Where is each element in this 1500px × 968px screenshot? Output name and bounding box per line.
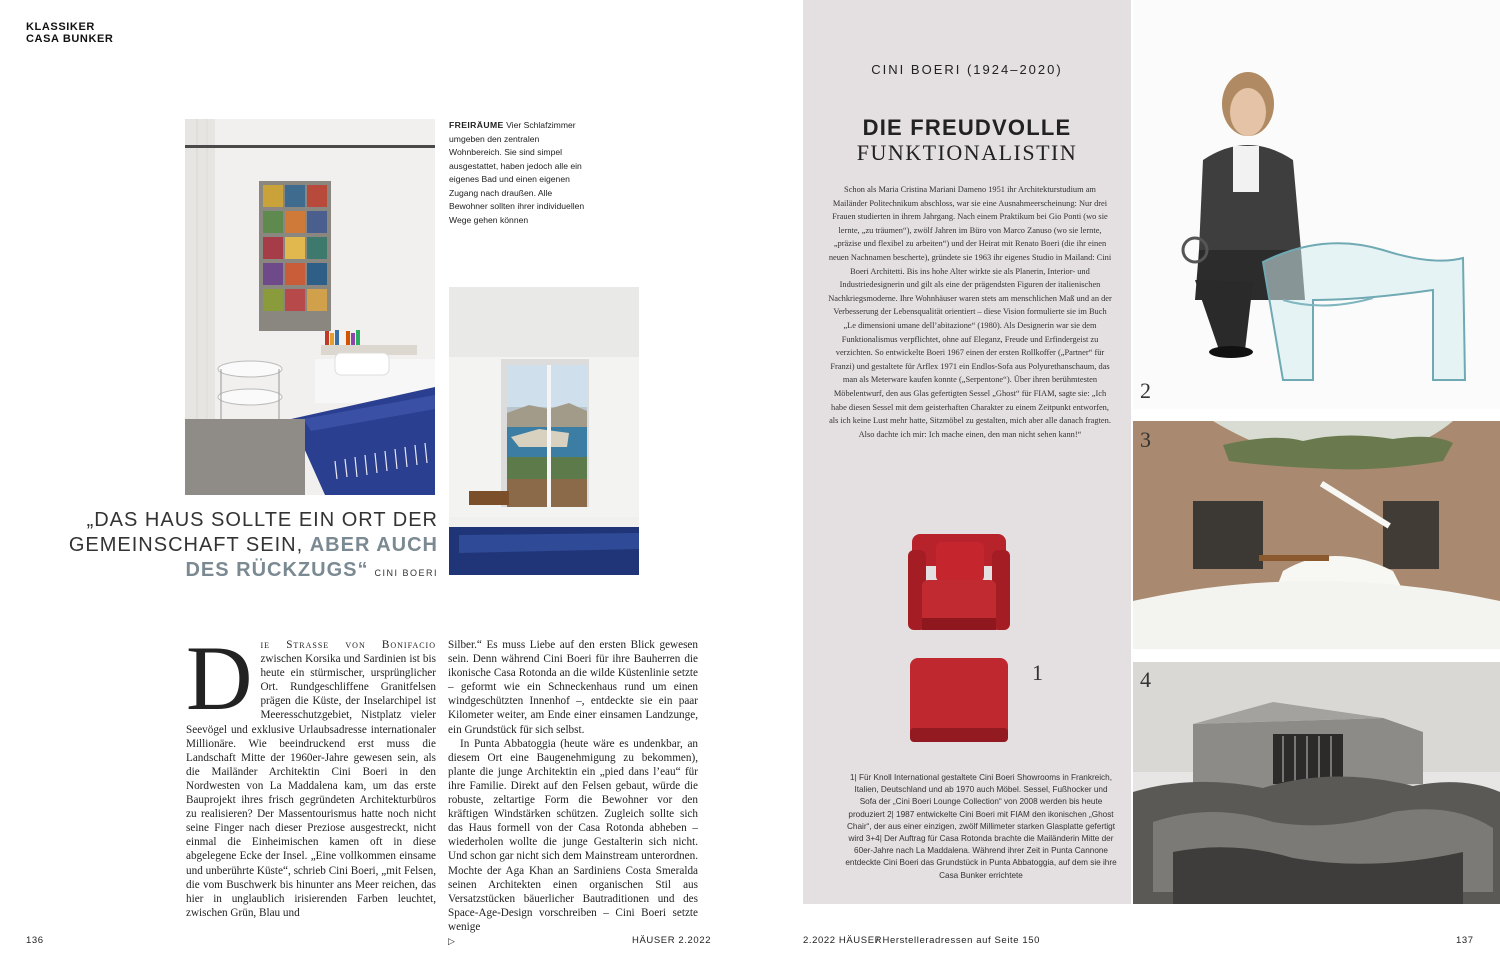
bio-text: Schon als Maria Cristina Mariani Dameno 1951 ihr Architekturstudium am Mailänder Politechnikum abschloss, war sie eine Ausnahmeerscheinung: Nur drei Frauen studierten in ihrem Jahrgang. Nach einem Praktikum bei Gio Ponti (wo sie lernte, „zu träumen“), zwölf Jahren im Büro von Marco Zanuso (wo sie lernte, „präzise und flexibel zu arbeiten“) und der Heirat mit Renato Boeri (die ihr einen neuen Nachnamen bescherte), gründete sie 1963 ihr eigenes Studio in Mailand: Cini Boeri Architetti. Bis ins hohe Alter wirkte sie als Planerin, Interior- und Industriedesignerin und gilt als eine der prägendsten Figuren der italienischen Nachkriegsmoderne. Ihre Wohnhäuser waren stets am menschlichen Maß und an der Verbesserung der Lebensqualität orientiert – diese Vision formulierte sie im Buch „Le dimensioni umane dell’abitazione“ (1980). Als Designerin war sie dem Funktionalismus verpflichtet, ohne auf Eleganz, Freude und Erfindergeist zu verzichten. So entwickelte Boeri 1967 einen der ersten Rollkoffer („Partner“ für Franzi) und gestaltete für Arflex 1971 ein Endlos-Sofa aus Polyurethanschaum, das man als Meterware kaufen konnte („Serpentone“). Über ihren berühmtesten Möbelentwurf, den aus Glas gefertigten Sessel „Ghost“ für FIAM, sagte sie: „Ich habe diesen Sessel mit dem geisterhaften Charakter zu einem Zeitpunkt entworfen, als ich keine Lust mehr hatte, Sitzmöbel zu gestalten, mich aber alle danach fragten. Also dachte ich mir: Ich mache einen, den man nicht sehen kann!“: [828, 185, 1112, 439]
headline-line: FUNKTIONALISTIN: [856, 140, 1078, 165]
figure-number: 4: [1140, 667, 1151, 692]
figure-number: 3: [1140, 427, 1151, 452]
armchair-photo: [906, 532, 1012, 754]
caption-lead: FREIRÄUME: [449, 120, 504, 130]
article-paragraph: In Punta Abbatoggia (heute wäre es undenkbar, an diesem Ort eine Baugenehmigung zu bekommen), plante die junge Architektin ein „pied dans l’eau“ für ihre Familie. Direkt auf den Felsen gebaut, würde die robuste, zeltartige Form die Bewohner vor den kräftigen Windstärken schützen. Zugleich sollte sich das Haus formell von der Casa Rotonda abheben – wiederholen wollte die junge Gestalterin sich nicht. Und schon gar nicht sich dem Mainstream unterordnen. Mochte der Aga Khan an Sardiniens Costa Smeralda seinen Architekten einen organischen Stil aus Versatzstücken bäuerlicher Bautraditionen und des Space-Age-Design vorschreiben – Cini Boeri setzte wenige: [448, 737, 698, 933]
figure-number: 2: [1140, 378, 1151, 403]
figure-captions: 1| Für Knoll International gestaltete Cini Boeri Showrooms in Frankreich, Italien, Deutschland und ab 1970 auch Möbel. Sessel, Fußhocker und Sofa der „Cini Boeri Lounge Collection“ von 2008 werden bis heute produziert 2| 1987 entwickelte Cini Boeri mit FIAM den ikonischen „Ghost Chair“, der aus einer einzigen, zwölf Millimeter starken Glasplatte gefertigt wird 3+4| Der Auftrag für Casa Rotonda brachte die Mailänderin Mitte der 60er-Jahre nach La Maddalena. Während ihrer Zeit in Punta Cannone entdeckte Cini Boeri das Grundstück in Punta Abbatoggia, auf dem sie ihre Casa Bunker errichtete: [845, 773, 1117, 880]
section-tag: [26, 21, 113, 45]
pull-quote-emphasis: ABER AUCH DES RÜCKZUGS“: [185, 534, 438, 581]
article-lead: ie Strasse von Bonifacio: [260, 639, 436, 651]
courtyard-photo: [1133, 421, 1500, 649]
article-column-2: [448, 638, 698, 948]
page-number-right: 137: [1456, 935, 1474, 946]
right-page: [750, 0, 1500, 968]
bio-headline: [803, 115, 1131, 165]
pull-quote-author: CINI BOERI: [374, 568, 438, 578]
article-column-1: [186, 627, 436, 920]
article-paragraph: zwischen Korsika und Sardinien ist bis heute ein stürmischer, ursprünglicher Ort. Rundgeschliffene Granitfelsen prägen die Küste, der Inselarchipel ist Meeresschutzgebiet, Nistplatz vieler Seevögel und exklusive Urlaubsadresse internationaler Millionäre. Wie beeindruckend erst muss die Landschaft Mitte der 1960er-Jahre gewesen sein, als die Mailänder Architektin Cini Boeri in den Nordwesten von La Maddalena kam, um das erste Bauprojekt ihres frisch gegründeten Architekturbüros zu realisieren? Der Massentourismus hatte noch nicht seine Finger nach dieser Preziose ausgestreckt, nicht einmal die Einheimischen kamen oft in diese abgelegene Ecke der Insel. „Eine vollkommen einsame und unberührte Küste“, schrieb Cini Boeri, „mit Felsen, die vom Buschwerk bis hinunter ans Meer reichen, das hier in unglaublich irisierenden Farben leuchtet, zwischen Grün, Blau und: [186, 653, 436, 919]
page-number-left: 136: [26, 935, 44, 946]
door-photo: [449, 287, 639, 575]
magazine-issue-right: 2.2022 HÄUSER: [803, 935, 883, 946]
magazine-issue-left: HÄUSER 2.2022: [632, 935, 712, 946]
casa-bunker-photo: [1133, 662, 1500, 904]
section-tag-line: KLASSIKER: [26, 21, 95, 33]
article-paragraph: Silber.“ Es muss Liebe auf den ersten Blick gewesen sein. Denn während Cini Boeri für ihre Bauherren die ikonische Casa Rotonda an die wilde Küstenlinie setzte – geformt wie ein Schneckenhaus rund um einen windgeschützten Innenhof –, entdeckte sie ein paar Kilometer weiter, am Ende einer einsamen Landzunge, ein Grundstück für sich selbst.: [448, 639, 698, 736]
headline-line: DIE FREUDVOLLE: [862, 115, 1072, 140]
caption-text: Vier Schlafzimmer umgeben den zentralen Wohnbereich. Sie sind simpel ausgestattet, haben jedoch alle ein eigenes Bad und einen eigenen Zugang nach draußen. Alle Bewohner sollten ihrer individuellen Wege gehen können: [449, 120, 585, 225]
bedroom-photo: [185, 119, 435, 495]
photo-caption: [449, 119, 587, 227]
pull-quote-text: „DAS HAUS SOLLTE EIN ORT DER GEMEINSCHAFT SEIN,: [68, 509, 438, 556]
drop-cap: D: [186, 627, 253, 729]
manufacturer-reference: / Herstelleradressen auf Seite 150: [876, 935, 1041, 946]
section-tag-line: CASA BUNKER: [26, 33, 114, 45]
figure-number: 1: [1032, 660, 1043, 685]
pull-quote: [60, 508, 438, 586]
continue-mark: ▷: [448, 935, 455, 946]
bio-kicker: CINI BOERI (1924–2020): [871, 62, 1063, 77]
portrait-photo: [1133, 0, 1500, 409]
